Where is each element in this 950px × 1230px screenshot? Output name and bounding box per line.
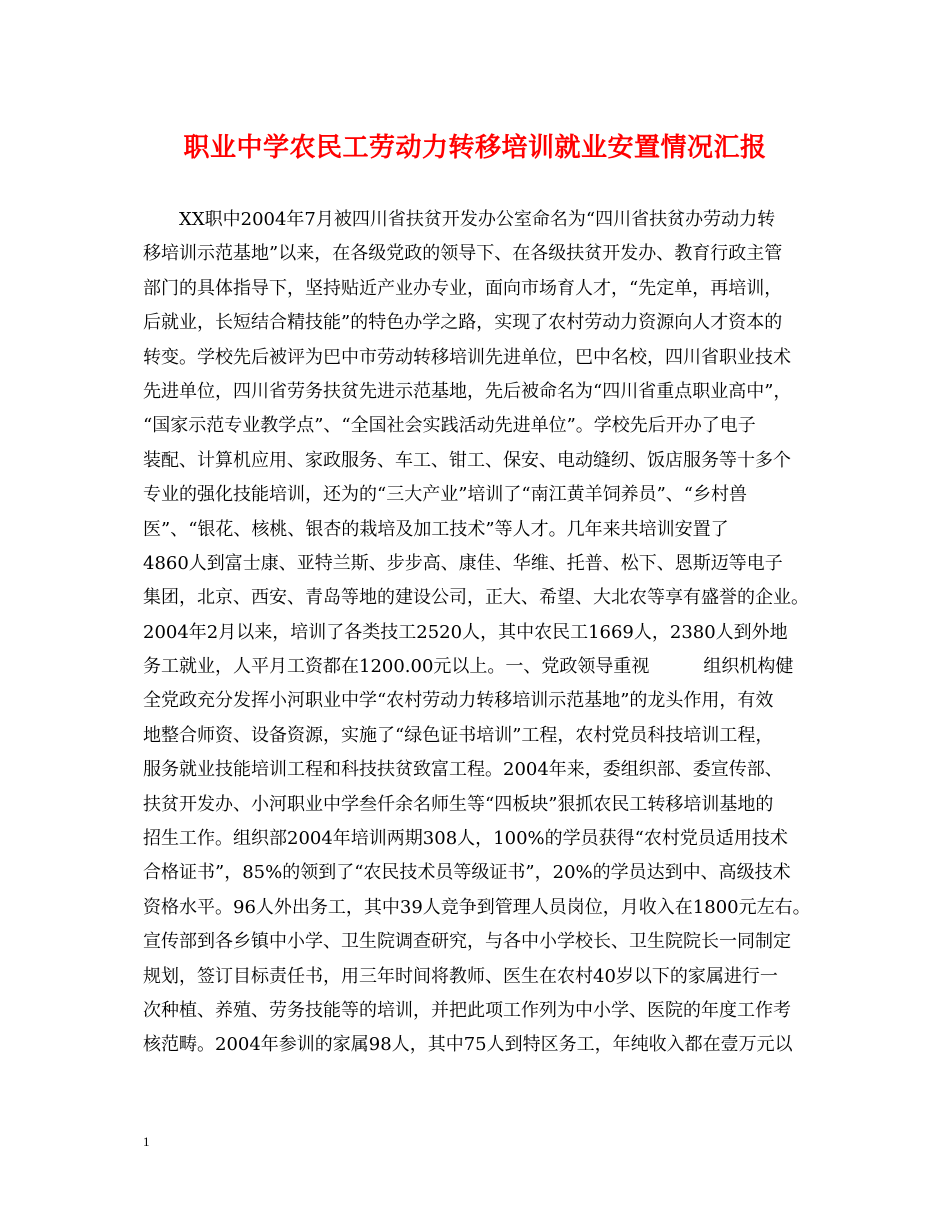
text-line: 核范畴。2004年参训的家属98人，其中75人到特区务工，年纯收入都在壹万元以 [143, 1034, 793, 1056]
text-line: 移培训示范基地”以来，在各级党政的领导下、在各级扶贫开发办、教育行政主管 [143, 243, 783, 265]
text-line: 招生工作。组织部2004年培训两期308人，100%的学员获得“农村党员适用技术 [143, 828, 788, 850]
text-line: 装配、计算机应用、家政服务、车工、钳工、保安、电动缝纫、饭店服务等十多个 [143, 449, 791, 471]
text-line: 2004年2月以来，培训了各类技工2520人，其中农民工1669人，2380人到外地 [143, 621, 788, 643]
text-line: 后就业，长短结合精技能”的特色办学之路，实现了农村劳动力资源向人才资本的 [143, 312, 783, 334]
text-line: “国家示范专业教学点”、“全国社会实践活动先进单位”。学校先后开办了电子 [143, 415, 756, 437]
text-line: 服务就业技能培训工程和科技扶贫致富工程。2004年来，委组织部、委宣传部、 [143, 759, 783, 781]
text-line: 部门的具体指导下，坚持贴近产业办专业，面向市场育人才，“先定单，再培训， [143, 277, 783, 299]
body-paragraph [143, 203, 843, 1063]
text-line: 集团，北京、西安、青岛等地的建设公司，正大、希望、大北农等享有盛誉的企业。 [143, 587, 809, 609]
text-line: 4860人到富士康、亚特兰斯、步步高、康佳、华维、托普、松下、恩斯迈等电子 [143, 552, 783, 574]
text-line: 医”、“银花、核桃、银杏的栽培及加工技术”等人才。几年来共培训安置了 [143, 518, 729, 540]
text-line: 合格证书”，85%的领到了“农民技术员等级证书”，20%的学员达到中、高级技术 [143, 862, 791, 884]
text-line: 资格水平。96人外出务工，其中39人竞争到管理人员岗位，月收入在1800元左右。 [143, 896, 811, 918]
text-line: 地整合师资、设备资源，实施了“绿色证书培训”工程，农村党员科技培训工程， [143, 724, 774, 746]
text-line: 全党政充分发挥小河职业中学“农村劳动力转移培训示范基地”的龙头作用，有效 [143, 690, 774, 712]
text-line: 宣传部到各乡镇中小学、卫生院调查研究，与各中小学校长、卫生院院长一同制定 [143, 931, 791, 953]
text-line: 转变。学校先后被评为巴中市劳动转移培训先进单位，巴中名校，四川省职业技术 [143, 346, 791, 368]
page-number: 1 [143, 1134, 150, 1149]
text-line: 先进单位，四川省劳务扶贫先进示范基地，先后被命名为“四川省重点职业高中”， [143, 380, 792, 402]
text-line: 次种植、养殖、劳务技能等的培训，并把此项工作列为中小学、医院的年度工作考 [143, 999, 791, 1021]
text-line: XX职中2004年7月被四川省扶贫开发办公室命名为“四川省扶贫办劳动力转 [143, 209, 776, 230]
text-line: 规划，签订目标责任书，用三年时间将教师、医生在农村40岁以下的家属进行一 [143, 965, 778, 987]
text-line: 专业的强化技能培训，还为的“三大产业”培训了“南江黄羊饲养员”、“乡村兽 [143, 484, 748, 506]
document-title: 职业中学农民工劳动力转移培训就业安置情况汇报 [183, 133, 767, 163]
text-line: 扶贫开发办、小河职业中学叁仟余名师生等“四板块”狠抓农民工转移培训基地的 [143, 793, 774, 815]
text-line: 务工就业，人平月工资都在1200.00元以上。一、党政领导重视 组织机构健 [143, 656, 794, 678]
